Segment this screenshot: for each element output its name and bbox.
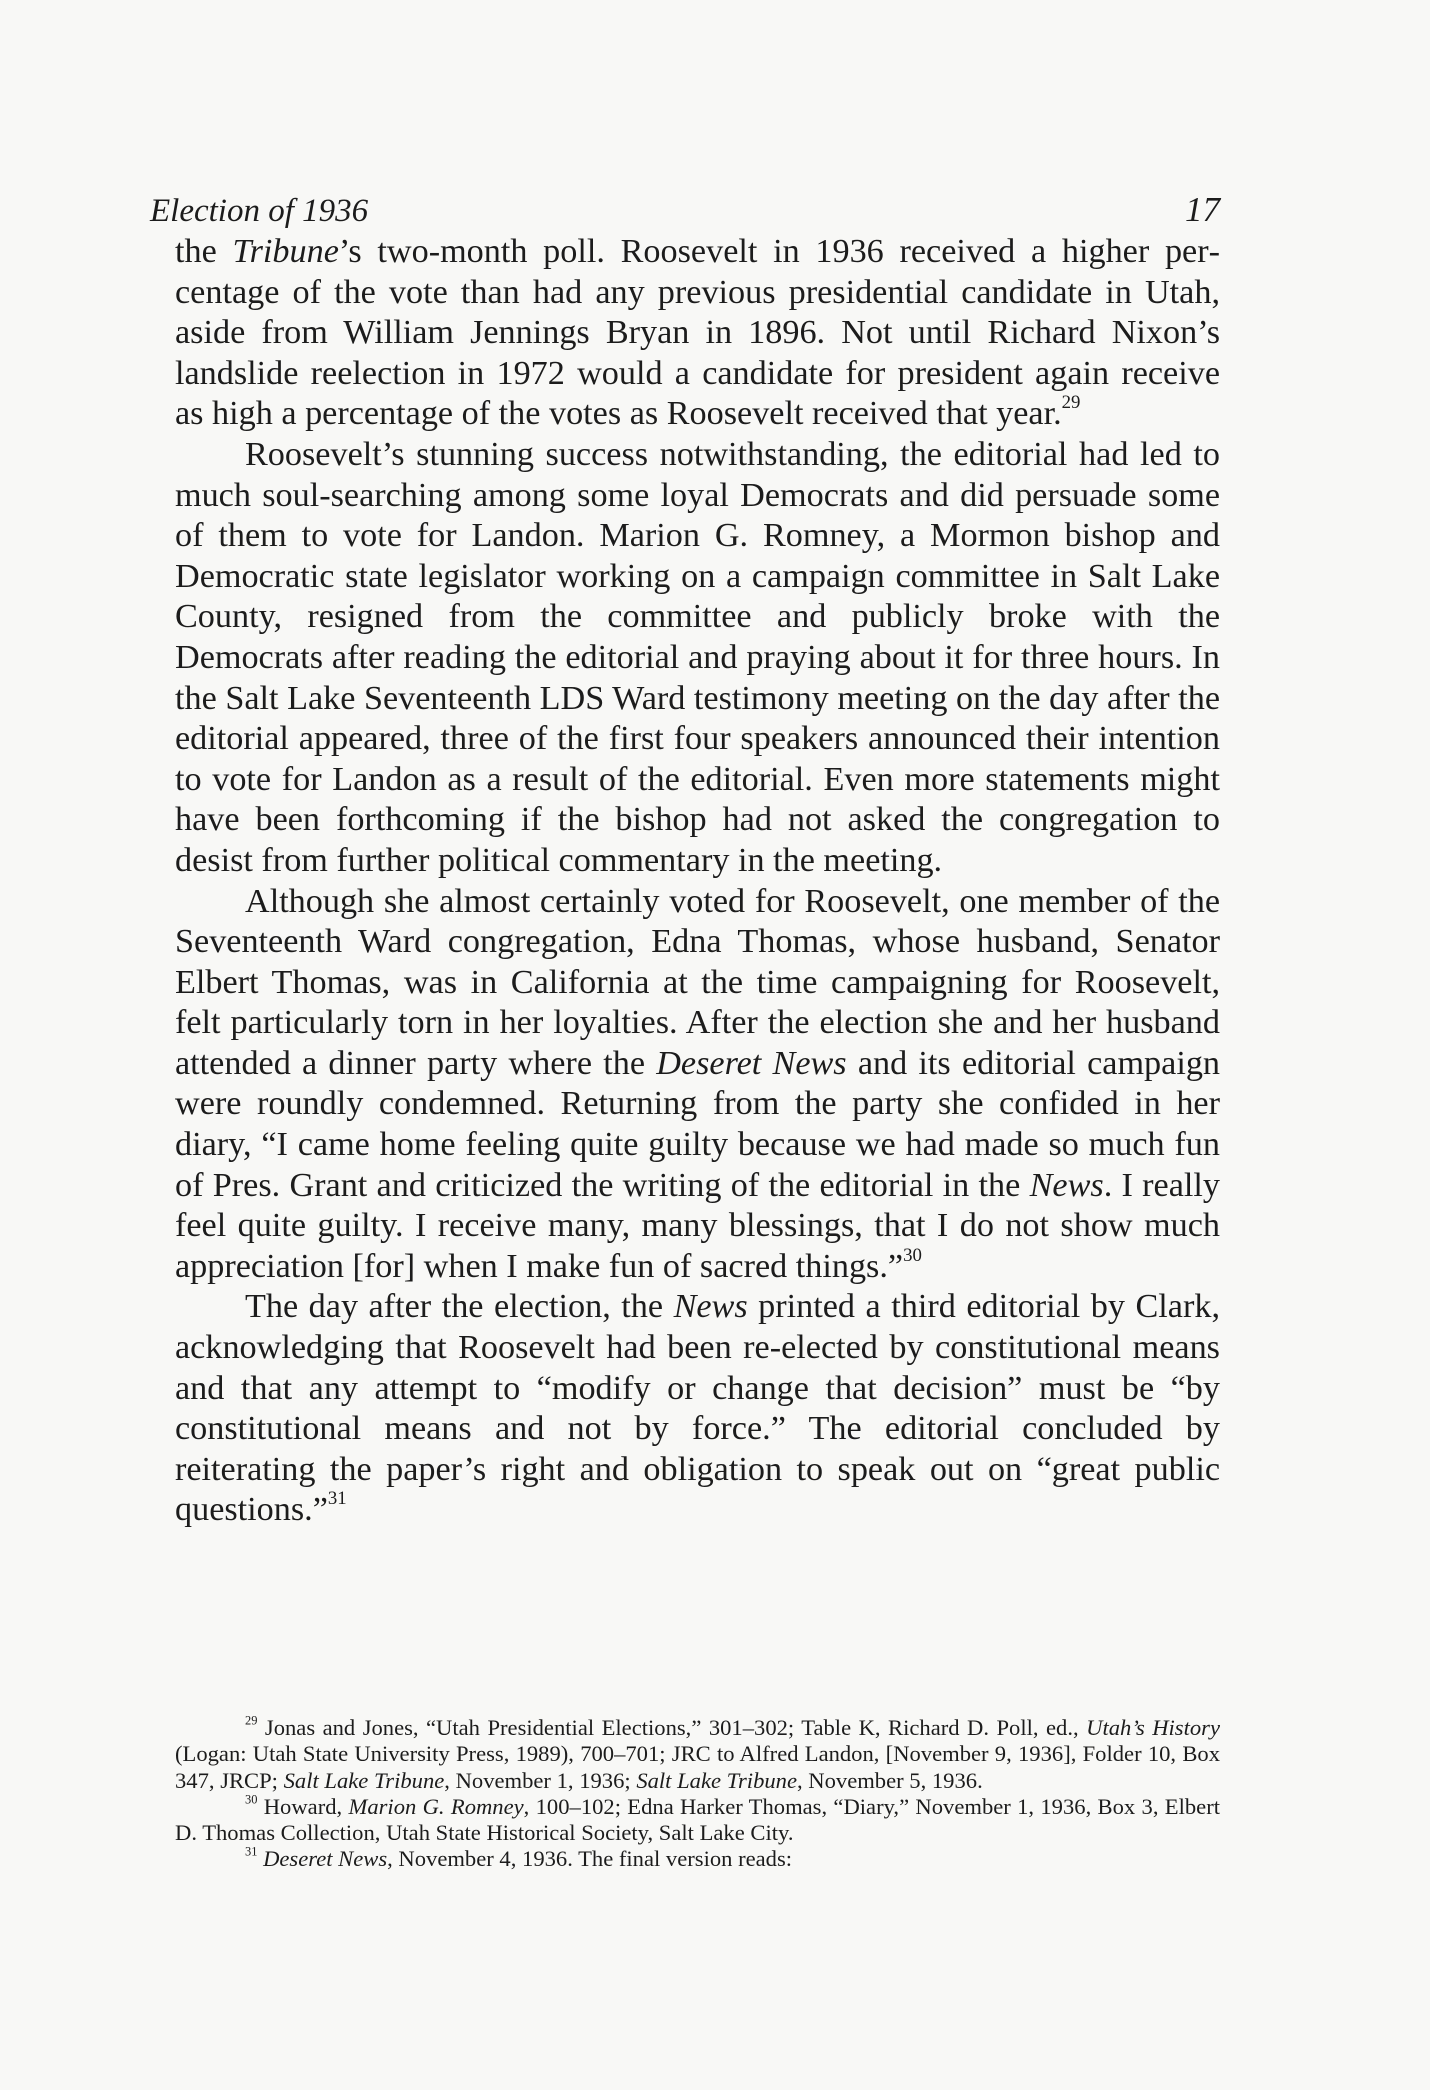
footnote-29: $^{29}$ Jonas and Jones, “Utah Presidential Elections,” 301–302; Table K, Richard D. Poll, ed., Utah’s History (Logan: Utah State University Press, 1989), 700–701; JRC to Alfred Landon, [November 9, 1936], Folder 10, Box 347, JRCP; Salt Lake Tribune, November 1, 1936; Salt Lake Tribune, November 5, 1936.	[175, 1713, 1220, 1793]
paragraph: Roosevelt’s stunning success notwithstanding, the editorial had led to much soul-searching among some loyal Democrats and did persuade some of them to vote for Landon. Marion G. Romney, a Mormon bishop and Democratic state legislator working on a campaign committee in Salt Lake County, resigned from the committee and publicly broke with the Democrats after reading the editorial and praying about it for three hours. In the Salt Lake Seventeenth LDS Ward testimony meeting on the day after the editorial appeared, three of the first four speakers announced their intention to vote for Landon as a result of the editorial. Even more statements might have been forthcoming if the bishop had not asked the congregation to desist from further political commentary in the meeting.	[175, 435, 1220, 879]
footnotes	[175, 1715, 1220, 1873]
paragraph: The day after the election, the News printed a third editorial by Clark, acknowledging that Roosevelt had been re-elected by constitutional means and that any attempt to “modify or change that decision” must be “by constitutional means and not by force.” The editorial concluded by reiterating the paper’s right and obligation to speak out on “great public questions.”$^{31}$	[175, 1288, 1220, 1529]
body-text	[175, 232, 1220, 1531]
page-number: 17	[1185, 190, 1220, 229]
running-head	[150, 190, 1220, 230]
footnote-30: $^{30}$ Howard, Marion G. Romney, 100–102; Edna Harker Thomas, “Diary,” November 1, 1936, Box 3, Elbert D. Thomas Collection, Utah State Historical Society, Salt Lake City.	[175, 1792, 1220, 1846]
footnote-31: $^{31}$ Deseret News, November 4, 1936. The final version reads:	[245, 1844, 793, 1872]
paragraph: Although she almost certainly voted for Roosevelt, one member of the Seventeenth Ward congregation, Edna Thomas, whose husband, Senator Elbert Thomas, was in California at the time campaigning for Roosevelt, felt particularly torn in her loyalties. After the election she and her husband attended a dinner party where the Deseret News and its editorial campaign were roundly condemned. Returning from the party she confided in her diary, “I came home feeling quite guilty because we had made so much fun of Pres. Grant and criticized the writing of the editorial in the News. I really feel quite guilty. I receive many, many blessings, that I do not show much appreciation [for] when I make fun of sacred things.”$^{30}$	[175, 882, 1221, 1285]
running-head-title: Election of 1936	[150, 193, 369, 229]
paragraph: the Tribune’s two-month poll. Roosevelt in 1936 received a higher percentage of the vote than had any previous presidential candidate in Utah, aside from William Jennings Bryan in 1896. Not until Richard Nixon’s landslide reelection in 1972 would a candidate for president again receive as high a percentage of the votes as Roosevelt received that year.$^{29}$	[175, 233, 1220, 433]
